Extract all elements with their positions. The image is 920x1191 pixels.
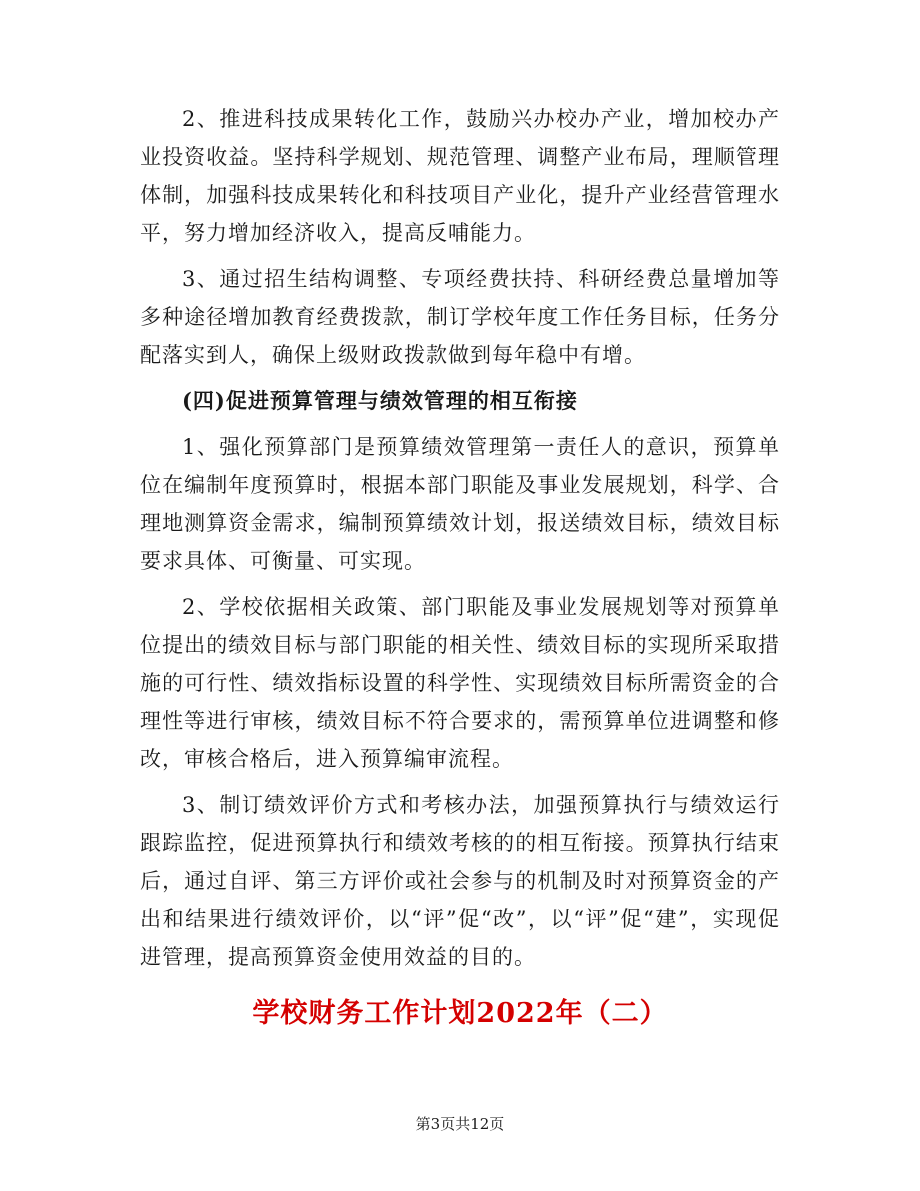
paragraph-sub-3: 3、制订绩效评价方式和考核办法，加强预算执行与绩效运行跟踪监控，促进预算执行和绩效考核的的相互衔接。预算执行结束后，通过自评、第三方评价或社会参与的机制及时对预算资金的产出和结果进行绩效评价，以“评”促“改”，以“评”促“建”，实现促进管理，提高预算资金使用效益的目的。 — [140, 793, 780, 969]
section-heading: (四)促进预算管理与绩效管理的相互衔接 — [182, 388, 578, 413]
page-number-footer: 第3页共12页 — [415, 1115, 505, 1133]
document-title: 学校财务工作计划2022年（二） — [252, 998, 668, 1029]
document-body — [140, 100, 780, 976]
paragraph-sub-2: 2、学校依据相关政策、部门职能及事业发展规划等对预算单位提出的绩效目标与部门职能的相关性、绩效目标的实现所采取措施的可行性、绩效指标设置的科学性、实现绩效目标所需资金的合理性等进行审核，绩效目标不符合要求的，需预算单位进调整和修改，审核合格后，进入预算编审流程。 — [140, 595, 780, 771]
paragraph-item-2: 2、推进科技成果转化工作，鼓励兴办校办产业，增加校办产业投资收益。坚持科学规划、规范管理、调整产业布局，理顺管理体制，加强科技成果转化和科技项目产业化，提升产业经营管理水平，努力增加经济收入，提高反哺能力。 — [140, 107, 780, 245]
paragraph-sub-1: 1、强化预算部门是预算绩效管理第一责任人的意识，预算单位在编制年度预算时，根据本部门职能及事业发展规划，科学、合理地测算资金需求，编制预算绩效计划，报送绩效目标，绩效目标要求具体、可衡量、可实现。 — [140, 435, 780, 573]
paragraph-item-3: 3、通过招生结构调整、专项经费扶持、科研经费总量增加等多种途径增加教育经费拨款，制订学校年度工作任务目标，任务分配落实到人，确保上级财政拨款做到每年稳中有增。 — [140, 267, 780, 367]
